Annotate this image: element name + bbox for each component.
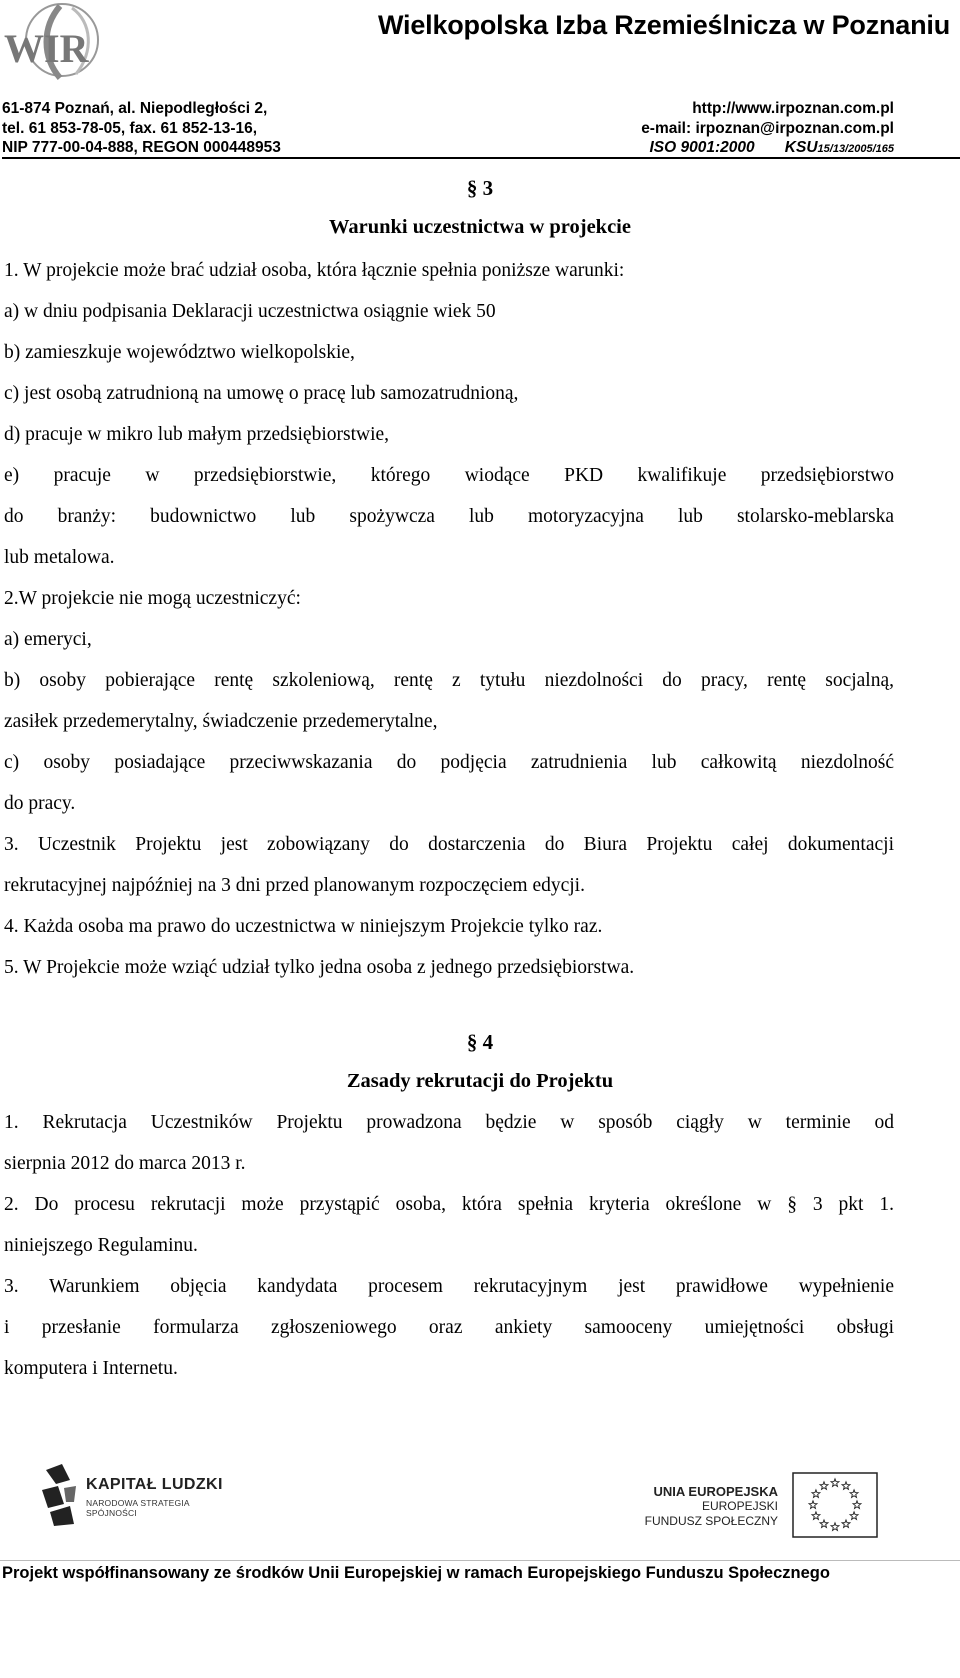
paragraph-line: i przesłanie formularza zgłoszeniowego oraz ankiety samooceny umiejętności obsługi — [4, 1317, 894, 1338]
paragraph-line: 2. Do procesu rekrutacji może przystąpić osoba, która spełnia kryteria określone w § 3 pkt 1. — [4, 1194, 894, 1215]
section-4-mark: § 4 — [466, 1030, 494, 1054]
footer-divider — [0, 1560, 960, 1561]
kapital-ludzki-emblem-icon — [40, 1462, 78, 1528]
paragraph-line: 2.W projekcie nie mogą uczestniczyć: — [4, 588, 301, 609]
organization-name: Wielkopolska Izba Rzemieślnicza w Poznaniu — [377, 10, 950, 40]
phone-line: tel. 61 853-78-05, fax. 61 852-13-16, — [2, 119, 258, 137]
fund-line-1: EUROPEJSKI — [701, 1499, 778, 1513]
section-3-body — [4, 250, 894, 988]
paragraph-line: lub metalowa. — [4, 547, 115, 568]
email-link[interactable]: e-mail: irpoznan@irpoznan.com.pl — [641, 119, 894, 137]
paragraph-line: sierpnia 2012 do marca 2013 r. — [4, 1153, 246, 1174]
paragraph-line: 3. Warunkiem objęcia kandydata procesem rekrutacyjnym jest prawidłowe wypełnienie — [4, 1276, 894, 1297]
paragraph-line: c) jest osobą zatrudnioną na umowę o pracę lub samozatrudnioną, — [4, 383, 519, 404]
paragraph-line: do branży: budownictwo lub spożywcza lub motoryzacyjna lub stolarsko-meblarska — [4, 506, 894, 527]
nip-regon-line: NIP 777-00-04-888, REGON 000448953 — [2, 139, 281, 156]
section-4-body — [4, 1102, 894, 1389]
wir-logo-icon — [2, 2, 106, 82]
paragraph-line: rekrutacyjnej najpóźniej na 3 dni przed planowanym rozpoczęciem edycji. — [4, 875, 585, 896]
paragraph-line: zasiłek przedemerytalny, świadczenie przedemerytalne, — [4, 711, 438, 732]
logo-wordmark: WIR — [4, 26, 89, 71]
cofinancing-statement: Projekt współfinansowany ze środków Unii Europejskiej w ramach Europejskiego Funduszu Społecznego — [2, 1564, 830, 1582]
paragraph-line: a) emeryci, — [4, 629, 92, 650]
fund-line-2: FUNDUSZ SPOŁECZNY — [644, 1514, 778, 1528]
paragraph-line: 1. W projekcie może brać udział osoba, która łącznie spełnia poniższe warunki: — [4, 260, 625, 281]
paragraph-line: b) zamieszkuje województwo wielkopolskie, — [4, 342, 355, 363]
section-4-title: Zasady rekrutacji do Projektu — [346, 1070, 614, 1092]
paragraph-line: 4. Każda osoba ma prawo do uczestnictwa w niniejszym Projekcie tylko raz. — [4, 916, 603, 937]
paragraph-line: 5. W Projekcie może wziąć udział tylko jedna osoba z jednego przedsiębiorstwa. — [4, 957, 635, 978]
paragraph-line: niniejszego Regulaminu. — [4, 1235, 198, 1256]
contact-block-left — [2, 99, 281, 158]
paragraph-line: e) pracuje w przedsiębiorstwie, którego wiodące PKD kwalifikuje przedsiębiorstwo — [4, 465, 894, 486]
eu-name: UNIA EUROPEJSKA — [653, 1484, 778, 1499]
kapital-ludzki-name: KAPITAŁ LUDZKI — [86, 1476, 223, 1493]
paragraph-line: 1. Rekrutacja Uczestników Projektu prowadzona będzie w sposób ciągły w terminie od — [4, 1112, 894, 1133]
header-divider — [2, 157, 960, 159]
paragraph-line: c) osoby posiadające przeciwwskazania do podjęcia zatrudnienia lub całkowitą niezdolność — [4, 752, 894, 773]
paragraph-line: d) pracuje w mikro lub małym przedsiębiorstwie, — [4, 424, 390, 445]
eu-fund-label — [645, 1484, 778, 1529]
iso-label: ISO 9001:2000 — [649, 139, 755, 156]
paragraph-line: 3. Uczestnik Projektu jest zobowiązany do dostarczenia do Biura Projektu całej dokumentacji — [4, 834, 894, 855]
letterhead — [0, 0, 960, 162]
contact-block-right — [641, 99, 894, 160]
ksu-number: 15/13/2005/165 — [817, 143, 894, 155]
eu-flag-icon — [792, 1472, 878, 1538]
website-link[interactable]: http://www.irpoznan.com.pl — [692, 100, 894, 117]
kapital-ludzki-logo — [40, 1462, 230, 1532]
footer-logos — [0, 1452, 960, 1562]
address-line: 61-874 Poznań, al. Niepodległości 2, — [2, 100, 268, 117]
section-3-mark: § 3 — [466, 176, 494, 200]
kapital-ludzki-subtitle: NARODOWA STRATEGIA SPÓJNOŚCI — [86, 1498, 190, 1518]
section-3-title: Warunki uczestnictwa w projekcie — [329, 216, 631, 238]
paragraph-line: komputera i Internetu. — [4, 1358, 178, 1379]
ksu-prefix: KSU — [784, 139, 818, 156]
paragraph-line: do pracy. — [4, 793, 76, 814]
paragraph-line: a) w dniu podpisania Deklaracji uczestnictwa osiągnie wiek 50 — [4, 301, 496, 322]
paragraph-line: b) osoby pobierające rentę szkoleniową, rentę z tytułu niezdolności do pracy, rentę socjalną, — [4, 670, 894, 691]
